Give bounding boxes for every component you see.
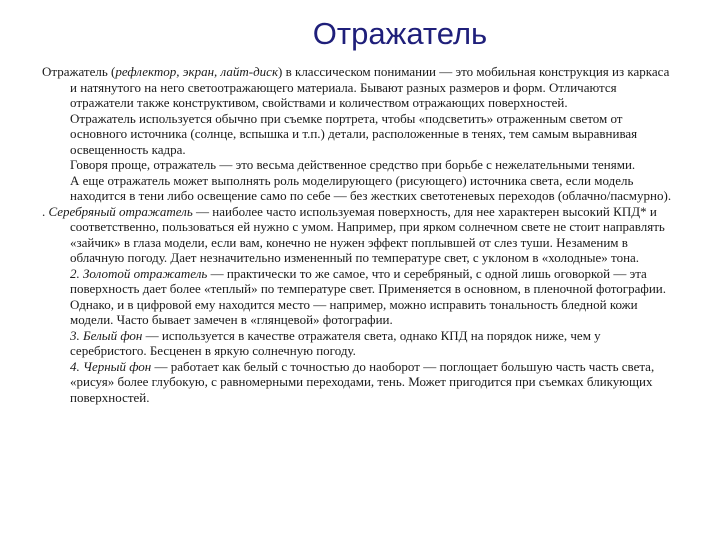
text-run: А еще отражатель может выполнять роль моделирующего (рисующего) источника света, если модель находится в тени либо освещение само по себе — без жестких светотеневых переходов (облачно/пасмурно). bbox=[70, 172, 672, 203]
paragraph-simpler bbox=[42, 157, 678, 173]
text-run-italic: Серебряный отражатель bbox=[48, 203, 193, 219]
paragraph-black bbox=[42, 359, 678, 406]
text-run-italic: рефлектор, экран, лайт-диск bbox=[115, 64, 279, 79]
paragraph-modeling bbox=[42, 173, 678, 204]
paragraph-definition bbox=[42, 64, 678, 111]
text-run: Говоря проще, отражатель — это весьма действенное средство при борьбе с нежелательными тенями. bbox=[70, 157, 636, 172]
text-run: Отражатель используется обычно при съемке портрета, чтобы «подсветить» отраженным светом от основного источника (солнце, вспышка и т.п.) детали, расположенные в тенях, тем самым выравнивая освещенность кадра. bbox=[70, 110, 638, 157]
slide-title: Отражатель bbox=[312, 16, 488, 51]
text-run: — используется в качестве отражателя света, однако КПД на порядок ниже, чем у серебристого. Бесценен в яркую солнечную погоду. bbox=[70, 327, 601, 358]
text-run-italic: 2. Золотой отражатель bbox=[70, 265, 208, 281]
slide-body bbox=[42, 64, 678, 405]
text-run: — практически то же самое, что и серебряный, с одной лишь оговоркой — эта поверхность дает более «теплый» по температуре свет. Применяется в основном, в пленочной фотографии. Однако, и в цифровой ему находится место — например, можно исправить тональность бледной кожи модели. Часто бывает замечен в «глянцевой» фотографии. bbox=[70, 265, 667, 327]
text-run: Отражатель ( bbox=[42, 64, 116, 79]
text-run: — наиболее часто используемая поверхность, для нее характерен высокий КПД* и соответственно, пользоваться ей нужно с умом. Например, при ярком солнечном свете не стоит направлять «зайчик» в глаза модели, если вам, конечно не нужен эффект поплывшей от слез туши. Незаменим в облачную погоду. Дает незначительно измененный по температуре свет, с уклоном в «холодные» тона. bbox=[70, 203, 665, 265]
text-run: . bbox=[42, 203, 49, 219]
paragraph-usage bbox=[42, 111, 678, 158]
paragraph-white bbox=[42, 328, 678, 359]
text-run: — работает как белый с точностью до наоборот — поглощает большую часть часть света, «рисуя» более глубокую, с равномерными переходами, тень. Может пригодится при съемках бликующих поверхностей. bbox=[70, 358, 655, 405]
paragraph-gold bbox=[42, 266, 678, 328]
text-run-italic: 4. Черный фон bbox=[70, 358, 152, 374]
text-run: ) в классическом понимании — это мобильная конструкция из каркаса и натянутого на него светоотражающего материала. Бывают разных размеров и форм. Отличаются отражатели также конструктивом, свойствами и количеством отражающих поверхностей. bbox=[70, 64, 670, 110]
text-run-italic: 3. Белый фон bbox=[70, 327, 143, 343]
paragraph-silver bbox=[42, 204, 678, 266]
